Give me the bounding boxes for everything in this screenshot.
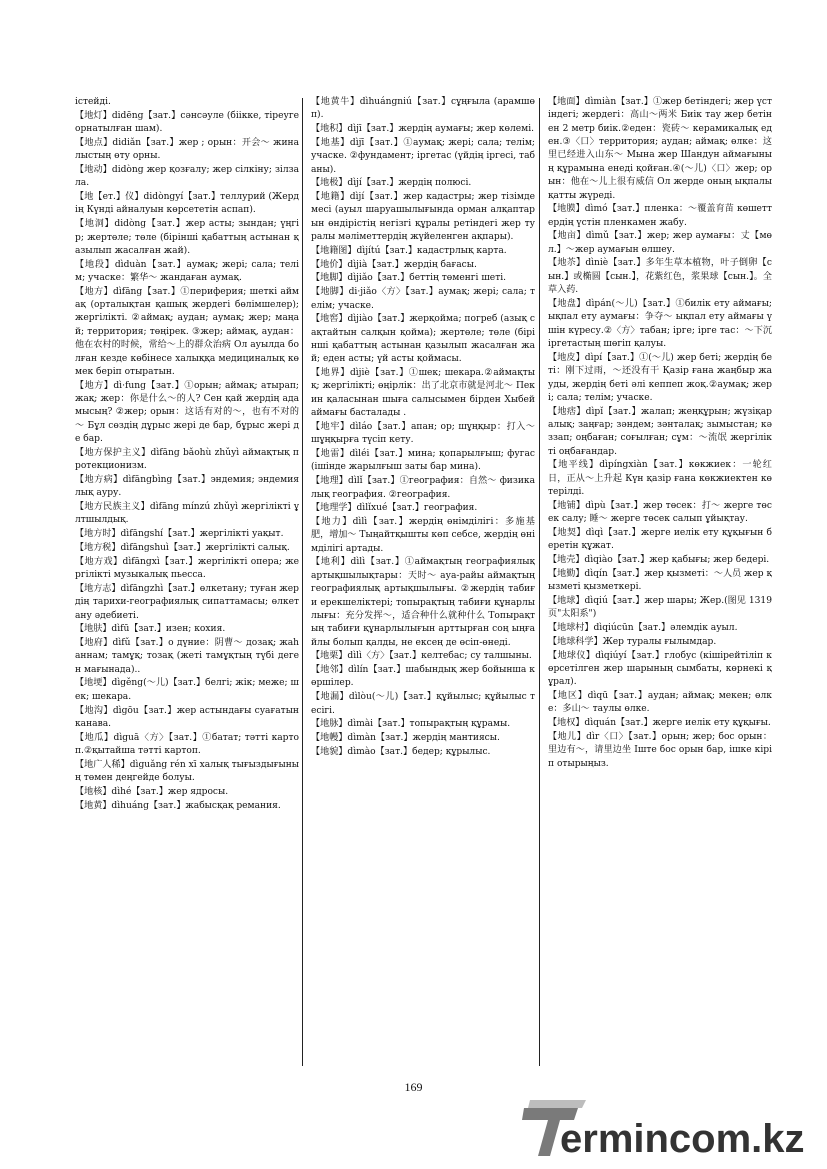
dictionary-entry: 【地儿】dìr〈口〉【зат.】орын; жер; бос орын：里边有～，请里边坐 Іште бос орын бар, ішке кіріп отырыңыз.	[548, 731, 772, 769]
dictionary-entry: 【地积】dìjī【зат.】жердің аумағы; жер көлемі.	[311, 124, 534, 135]
column-divider-right	[539, 98, 540, 1066]
dictionary-entry: 【地契】dìqì【зат.】жерге иелік ету құқығын беретін құжат.	[548, 528, 772, 552]
dictionary-entry: 【地方志】dìfāngzhì【зат.】өлкетану; туған жердің тарихи-географиялық сипаттамасы; өлкетану әдебиеті.	[75, 583, 299, 621]
dictionary-entry: 【地痞】dìpǐ【зат.】жалап; жеңқұрын; жүзіқаралық; заңғар; зәндем; зәнталақ; зымыстан; кәззап; оңбаған; соғылған; сұм：～流氓 жергілікті оңбағандар.	[548, 406, 772, 457]
dictionary-entry: 【地幔】dìmàn【зат.】жердің мантиясы.	[311, 733, 500, 744]
dictionary-entry: 【地利】dìlì【зат.】①аймақтың географиялық артықшылықтары：天时～ ауа-райы аймақтың географиялық артықшылығы. ②жердің табиғи ерекшеліктері; топырақтың табиғи құнарлылығы：充分发挥～，适合种什么就种什么 Топырақтың табиғи құнарлылығын арттырған соң ыңғайлы болып қалды, не ексең де өсіп-өнеді.	[311, 557, 535, 648]
dictionary-entry: 【地方】dìfāng【зат.】①периферия; шеткі аймақ (орталықтан қашық жердегі бөлімшелер); жергілікті. ②аймақ; аудан; аумақ; жер; маңай; территория; төңірек. ③жер; аймақ, аудан：他在农村的时候，常给～上的群众治病 Ол ауылда болған кезде көбінесе халыққа медициналық көмек беріп отыратын.	[75, 286, 299, 377]
dictionary-entry: 【地窖】dìjiào【зат.】жерқойма; погреб (азық сақтайтын салқын қойма); жертөле; төле (бірінші қабаттың астынан қазылып жасалған жай; еден асты; үй асты қоймасы.	[311, 314, 535, 365]
dictionary-entry: 【地沟】dìgōu【зат.】жер астындағы суағатын канава.	[75, 705, 299, 729]
dictionary-entry: 【地雷】dìléi【зат.】мина; қопарылғыш; фугас (ішінде жарылғыш заты бар мина).	[311, 449, 535, 473]
svg-text:ermincom.kz: ermincom.kz	[560, 1117, 805, 1161]
dictionary-entry: 【地漏】dìlòu(～儿)【зат.】құйылыс; құйылыс тесігі.	[311, 692, 535, 716]
dictionary-entry: 【地界】dìjiè【зат.】①шек; шекара.②аймақтық; жергілікті; өңірлік：出了北京市就是河北～ Пекин қаласынан шыға салысымен бірден Хыбей аймағы басталады .	[311, 368, 535, 419]
column-left	[75, 96, 299, 1076]
dictionary-entry: 【地平线】dìpíngxiàn【зат.】көкжиек：一轮红日，正从～上升起 Күн қазір ғана көкжиектен көтерілді.	[548, 460, 772, 498]
dictionary-entry: 【地肤】dìfū【зат.】изен; кохия.	[75, 624, 226, 635]
dictionary-entry: 【地苶】dìniè【зат.】多年生草本植物，叶子倒卵【сын.】或椭圆【сын.】，花紫红色，浆果球【сын.】。全草入药.	[548, 258, 772, 296]
dictionary-entry: істейді.	[75, 97, 111, 107]
dictionary-entry: 【地勤】dìqín【зат.】жер қызметі：～人员 жер қызметі қызметкері.	[548, 568, 772, 593]
dictionary-entry: 【地理学】dìlǐxué【зат.】география.	[311, 503, 478, 514]
termincom-logo[interactable]	[520, 1098, 820, 1162]
dictionary-entry: 【地球村】dìqiúcūn【зат.】әлемдік ауыл.	[548, 623, 738, 634]
dictionary-entry: 【地籍】dìjí【зат.】жер кадастры; жер тізімдемесі (ауыл шаруашылығында орман алқаптарын өндірістің негізгі құралы ретіндегі жер туралы мәліметтердің жүйеленген ақпары).	[311, 192, 535, 243]
dictionary-entry: 【地方戏】dìfāngxì【зат.】жергілікті опера; жергілікті музыкалық пьесса.	[75, 556, 299, 581]
dictionary-entry: 【地栗】dìlì〈方〉【зат.】келтебас; су талшыны.	[311, 651, 532, 662]
dictionary-entry: 【地埂】dìgěng(～儿)【зат.】белгі; жік; меже; шек; шекара.	[75, 678, 299, 702]
dictionary-entry: 【地段】dìduàn【зат.】аумақ; жері; сала; телім; учаске：繁华～ жандаған аумақ.	[75, 259, 299, 284]
dictionary-entry: 【地皮】dìpí【зат.】①(～儿) жер беті; жердің беті：刚下过雨，～还没有干 Қазір ғана жаңбыр жауды, жердің беті әлі кеппеп жоқ.②аумақ; жері; сала; телім; учаске.	[548, 352, 772, 403]
dictionary-entry: 【地灯】didēng【зат.】сәнсәуле (біікке, тіреуге орнатылған шам).	[75, 110, 299, 135]
dictionary-entry: 【地方民族主义】dìfāng mínzú zhǔyì жергілікті ұлтшылдық.	[75, 502, 299, 526]
dictionary-entry: 【地盘】dìpán(～儿)【зат.】①билік ету аймағы; ықпал ету аумағы：争夺～ ықпал ету аймағы үшін күресу.②〈方〉табан; іргe; іргe тас：～下沉 іргетастың шөгіп қалуы.	[548, 298, 772, 350]
dictionary-entry: 【地洞】didòng【зат.】жер асты; зындан; үңгір; жертөле; төле (бірінші қабаттың астынан қазылып жасалған жай).	[75, 219, 299, 256]
dictionary-entry: 【地方时】dìfāngshí【зат.】жергілікті уақыт.	[75, 529, 284, 540]
dictionary-entry: 【地膜】dìmó【зат.】пленка：～覆盖育苗 көшеттердің үстін пленкамен жабу.	[548, 204, 772, 228]
dictionary-entry: 【地牢】dìláo【зат.】апан; ор; шұңқыр：打入～ шұңқырға түсіп кету.	[311, 421, 535, 446]
termincom-logo-graphic	[520, 1098, 820, 1162]
dictionary-entry: 【地脉】dìmài【зат.】топырақтың құрамы.	[311, 719, 511, 730]
dictionary-entry: 【地极】dìjí【зат.】жердің полюсі.	[311, 178, 472, 189]
dictionary-entry: 【地瓜】dìguā〈方〉【зат.】①батат; тәтті картоп.②қытайша тәтті картоп.	[75, 732, 299, 757]
dictionary-entry: 【地力】dìlì【зат.】жердің өнімділігі：多施基肥，增加～ Тыңайтқышты көп себсе, жердің өнімділігі артады.	[311, 517, 535, 554]
dictionary-entry: 【地球仪】dìqiúyí【зат.】глобус (кішірейтіліп көрсетілген жер шарының сымбаты, көрнекі құрал).	[548, 650, 772, 688]
dictionary-entry: 【地籍图】dìjítú【зат.】кадастрлық карта.	[311, 245, 507, 256]
dictionary-entry: 【地球科学】Жер туралы ғылымдар.	[548, 636, 717, 647]
dictionary-entry: 【地基】dìjī【зат.】①аумақ; жері; сала; телім; учаске. ②фундамент; іргетас (үйдің іргесі, табаны).	[311, 137, 535, 175]
dictionary-entry: 【地【ет.】仪】didòngyí【зат.】теллурий (Жердің Күнді айналуын көрсететін аспап).	[75, 192, 299, 216]
dictionary-entry: 【地权】dìquán【зат.】жерге иелік ету құқығы.	[548, 718, 771, 729]
dictionary-entry: 【地理】dìlǐ【зат.】①география：自然～ физикалық география. ②география.	[311, 476, 535, 500]
dictionary-entry: 【地动】didòng жер қозғалу; жер сілкіну; зілзала.	[75, 164, 299, 189]
dictionary-entry: 【地价】dìjià【зат.】жердің бағасы.	[311, 259, 477, 270]
dictionary-entry: 【地球】dìqiú【зат.】жер шары; Жер.(图见 1319 页"太阳系")	[548, 595, 772, 620]
column-divider-left	[302, 98, 303, 1066]
dictionary-entry: 【地方】dì·fung【зат.】①орын; аймақ; атырап; жақ; жер：你是什么～的人? Сен қай жердің адамысың? ②жер; орын：这话有对的～，也有不对的～ Бұл сөздің дұрыс жері де бар, бұрыс жері де бар.	[75, 380, 299, 445]
dictionary-entry: 【地方病】dìfāngbìng【зат.】эндемия; эндемиялық ауру.	[75, 474, 299, 499]
dictionary-entry: 【地脚】di·jiǎo〈方〉【зат.】аумақ; жері; сала; телім; учаске.	[311, 287, 535, 311]
dictionary-entry: 【地核】dìhé【зат.】жер ядросы.	[75, 786, 229, 797]
dictionary-entry: 【地亩】dìmǔ【зат.】жер; жер аумағы：丈【мөл.】～жер аумағын өлшеу.	[548, 231, 772, 255]
column-middle	[311, 96, 535, 1076]
dictionary-entry: 【地点】didiǎn【зат.】жер ; орын：开会～ жиналыстың өту орны.	[75, 137, 299, 162]
dictionary-entry: 【地黄牛】dìhuángniú【зат.】сұңғыла (арамшөп).	[311, 97, 535, 121]
dictionary-entry: 【地黄】dìhuáng【зат.】жабысқақ ремания.	[75, 800, 281, 811]
dictionary-entry: 【地面】dìmiàn【зат.】①жер бетіндегі; жер үстіндегі; жердегі：高山～两米 Биік тау жер бетінен 2 метр биік.②еден：瓷砖～ керамикалық еден.③〈口〉территория; аудан; аймақ; өлке：这里已经进入山东～ Мына жер Шандун аймағының құрамына енеді қойған.④(～儿)〈口〉жер; орын：他在～儿上很有威信 Ол жерде оның ықпалы қатты жүреді.	[548, 97, 772, 201]
dictionary-entry: 【地邻】dìlín【зат.】шабындық жер бойынша көршілер.	[311, 665, 535, 689]
dictionary-entry: 【地方保护主义】dìfāng bǎohù zhǔyì аймақтық протекционизм.	[75, 447, 299, 472]
dictionary-entry: 【地方税】dìfāngshuì【зат.】жергілікті салық.	[75, 542, 290, 553]
dictionary-entry: 【地壳】dìqiào【зат.】жер қабығы; жер бедері.	[548, 555, 770, 566]
dictionary-entry: 【地貌】dìmào【зат.】бедер; құрылыс.	[311, 746, 491, 757]
dictionary-entry: 【地脚】dìjiǎo【зат.】беттің төменгі шеті.	[311, 273, 507, 284]
dictionary-entry: 【地铺】dìpù【зат.】жер төсек：打～ жерге төсек салу; 睡～ жерге төсек салып ұйықтау.	[548, 500, 772, 525]
dictionary-entry: 【地府】dìfǔ【зат.】о дүние：阴曹～ дозақ; жаһаннам; тамұқ; тозақ (жеті тамұқтың түбі деген мағынада)..	[75, 638, 299, 675]
dictionary-entry: 【地区】dìqū【зат.】аудан; аймақ; мекен; өлке：多山～ таулы өлке.	[548, 691, 772, 715]
page-number: 169	[404, 1080, 423, 1094]
column-right	[548, 96, 772, 1076]
dictionary-entry: 【地广人稀】dìguǎng rén xī халық тығыздығының төмен деңгейде болуы.	[75, 759, 299, 784]
